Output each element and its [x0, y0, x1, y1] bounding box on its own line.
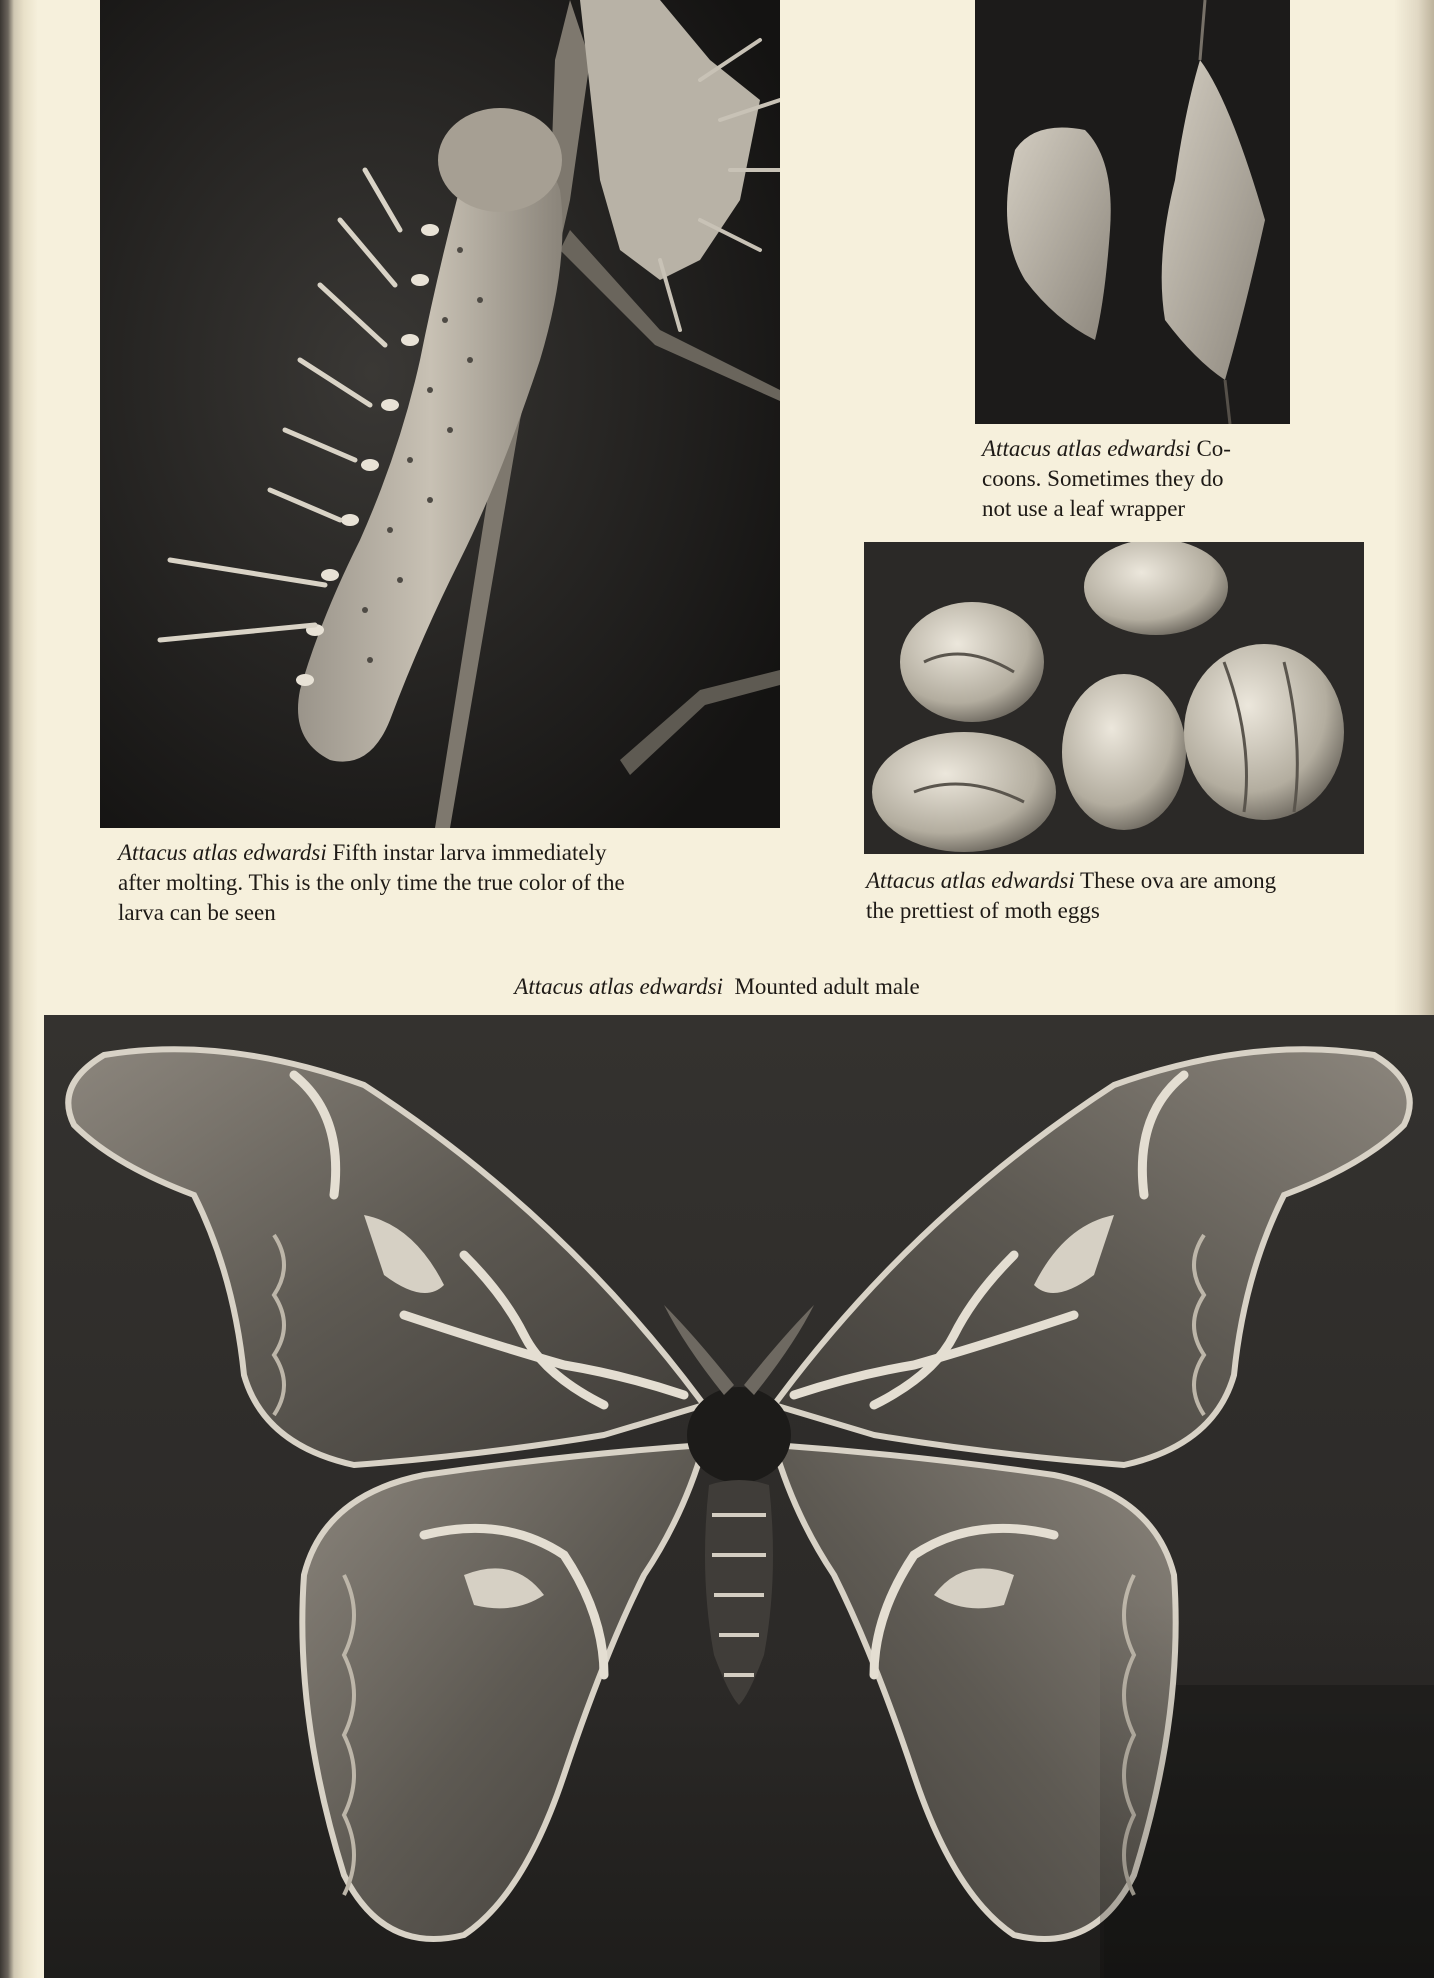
- larva-caption: [118, 838, 778, 928]
- cocoons-caption-line3: not use a leaf wrapper: [982, 496, 1186, 521]
- cocoons-illustration: [975, 0, 1290, 424]
- larva-caption-line3: larva can be seen: [118, 900, 276, 925]
- larva-caption-line2: after molting. This is the only time the true color of the: [118, 870, 625, 895]
- cocoons-caption-line1: Attacus atlas edwardsi Co-: [982, 436, 1231, 461]
- ova-caption: [866, 866, 1366, 926]
- adult-caption: Attacus atlas edwardsi Mounted adult male: [514, 974, 920, 999]
- ova-caption-line1: Attacus atlas edwardsi These ova are among: [866, 868, 1277, 893]
- larva-illustration: [100, 0, 780, 828]
- cocoons-species-name: Attacus atlas edwardsi: [982, 436, 1191, 461]
- cocoons-photo: [975, 0, 1290, 424]
- adult-species-name: Attacus atlas edwardsi: [514, 974, 723, 999]
- moth-illustration: [44, 1015, 1434, 1978]
- ova-illustration: [864, 542, 1364, 854]
- larva-caption-line1: Attacus atlas edwardsi Fifth instar larva immediately: [118, 840, 607, 865]
- adult-moth-photo: [44, 1015, 1434, 1978]
- ova-species-name: Attacus atlas edwardsi: [866, 868, 1075, 893]
- cocoons-caption: [982, 434, 1302, 524]
- larva-photo: [100, 0, 780, 828]
- larva-species-name: Attacus atlas edwardsi: [118, 840, 327, 865]
- ova-caption-line2: the prettiest of moth eggs: [866, 898, 1100, 923]
- cocoons-caption-line2: coons. Sometimes they do: [982, 466, 1224, 491]
- ova-photo: [864, 542, 1364, 854]
